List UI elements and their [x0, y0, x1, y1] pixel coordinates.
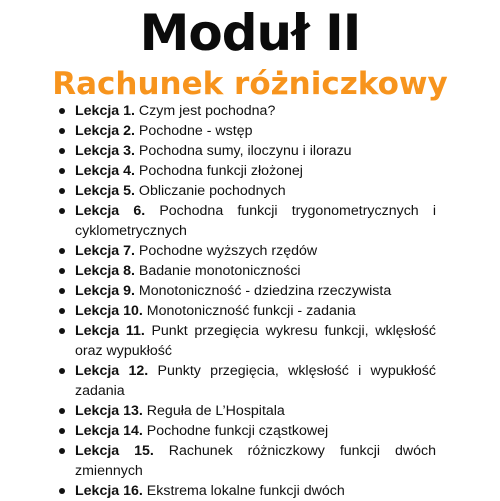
lesson-label: Lekcja 13. — [75, 403, 143, 419]
lesson-item-1 — [0, 101, 500, 121]
bullet-icon — [59, 168, 65, 174]
lesson-text: Pochodna sumy, iloczynu i ilorazu — [138, 143, 352, 159]
lesson-text: Pochodne funkcji cząstkowej — [146, 423, 329, 439]
lesson-item-2 — [0, 121, 500, 141]
bullet-icon — [59, 108, 65, 114]
bullet-icon — [59, 368, 65, 374]
lesson-text: Monotoniczność funkcji - zadania — [146, 303, 356, 319]
lesson-label: Lekcja 9. — [75, 283, 135, 299]
lesson-label: Lekcja 10. — [75, 303, 143, 319]
lesson-label: Lekcja 2. — [75, 123, 135, 139]
bullet-icon — [59, 148, 65, 154]
lesson-text: Rachunek różniczkowy funkcji dwóch zmiennych — [75, 443, 436, 479]
lesson-label: Lekcja 15. — [75, 443, 154, 459]
lesson-item-4 — [0, 161, 500, 181]
lesson-text: Ekstrema lokalne funkcji dwóch — [146, 483, 345, 499]
lesson-text: Reguła de L’Hospitala — [146, 403, 285, 419]
lesson-label: Lekcja 3. — [75, 143, 135, 159]
bullet-icon — [59, 188, 65, 194]
bullet-icon — [59, 448, 65, 454]
bullet-icon — [59, 268, 65, 274]
lesson-item-15 — [0, 441, 500, 481]
lesson-text: Punkt przegięcia wykresu funkcji, wklęsłość oraz wypukłość — [75, 323, 436, 359]
bullet-icon — [59, 208, 65, 214]
module-subtitle: Rachunek różniczkowy — [52, 66, 448, 102]
lesson-text: Pochodne - wstęp — [138, 123, 253, 139]
lesson-label: Lekcja 11. — [75, 323, 145, 339]
bullet-icon — [59, 288, 65, 294]
lesson-item-10 — [0, 301, 500, 321]
lesson-item-9 — [0, 281, 500, 301]
lesson-text: Czym jest pochodna? — [138, 103, 276, 119]
bullet-icon — [59, 128, 65, 134]
lesson-item-7 — [0, 241, 500, 261]
lesson-text: Monotoniczność - dziedzina rzeczywista — [138, 283, 392, 299]
bullet-icon — [59, 248, 65, 254]
lesson-text: Pochodna funkcji złożonej — [138, 163, 303, 179]
module-title: Moduł II — [139, 4, 361, 62]
lesson-list — [0, 101, 500, 501]
lesson-label: Lekcja 1. — [75, 103, 135, 119]
lesson-label: Lekcja 5. — [75, 183, 135, 199]
lesson-label: Lekcja 14. — [75, 423, 143, 439]
lesson-text: Obliczanie pochodnych — [138, 183, 286, 199]
lesson-item-16 — [0, 481, 500, 501]
lesson-item-3 — [0, 141, 500, 161]
lesson-item-8 — [0, 261, 500, 281]
lesson-text: Pochodne wyższych rzędów — [138, 243, 318, 259]
bullet-icon — [59, 428, 65, 434]
lesson-item-6 — [0, 201, 500, 241]
lesson-item-5 — [0, 181, 500, 201]
lesson-item-11 — [0, 321, 500, 361]
lesson-label: Lekcja 12. — [75, 363, 149, 379]
lesson-item-14 — [0, 421, 500, 441]
lesson-item-12 — [0, 361, 500, 401]
lesson-text: Badanie monotoniczności — [138, 263, 301, 279]
lesson-text: Punkty przegięcia, wklęsłość i wypukłość zadania — [75, 363, 436, 399]
bullet-icon — [59, 408, 65, 414]
lesson-item-13 — [0, 401, 500, 421]
bullet-icon — [59, 308, 65, 314]
lesson-label: Lekcja 4. — [75, 163, 135, 179]
lesson-label: Lekcja 8. — [75, 263, 135, 279]
lesson-label: Lekcja 16. — [75, 483, 143, 499]
lesson-label: Lekcja 6. — [75, 203, 146, 219]
bullet-icon — [59, 488, 65, 494]
lesson-text: Pochodna funkcji trygonometrycznych i cyklometrycznych — [75, 203, 436, 239]
lesson-label: Lekcja 7. — [75, 243, 135, 259]
bullet-icon — [59, 328, 65, 334]
